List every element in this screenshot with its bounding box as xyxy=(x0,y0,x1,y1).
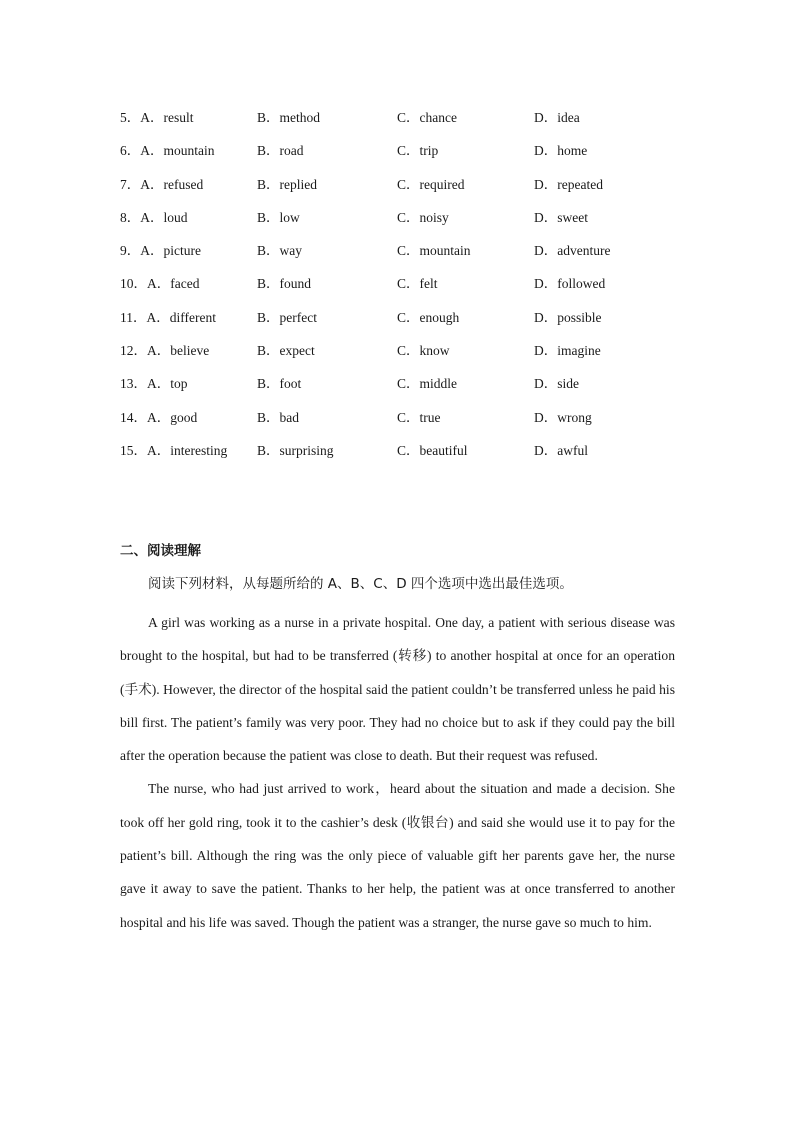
section-instruction: 阅读下列材料，从每题所给的 A、B、C、D 四个选项中选出最佳选项。 xyxy=(148,576,573,592)
option-a: 7．A．refused xyxy=(120,176,204,192)
option-c: C．mountain xyxy=(397,243,471,259)
option-b: B．expect xyxy=(257,343,315,359)
question-12-options xyxy=(120,340,680,373)
question-14-options xyxy=(120,407,680,440)
option-d: D．home xyxy=(534,143,588,159)
option-d: D．awful xyxy=(534,442,588,458)
option-a: 5．A．result xyxy=(120,110,194,125)
question-8-options xyxy=(120,207,680,240)
section-title: 二、阅读理解 xyxy=(120,543,201,559)
option-b: B．perfect xyxy=(257,309,317,325)
option-b: B．way xyxy=(257,243,302,259)
option-d: D．wrong xyxy=(534,409,592,425)
question-10-options xyxy=(120,273,680,306)
option-b: B．foot xyxy=(257,376,302,392)
option-d: D．side xyxy=(534,376,579,392)
option-a: 8．A．loud xyxy=(120,209,188,225)
option-c: C．enough xyxy=(397,309,460,325)
option-a: 9．A．picture xyxy=(120,243,201,259)
option-b: B．found xyxy=(257,276,311,292)
question-13-options xyxy=(120,373,680,406)
option-c: C．trip xyxy=(397,143,439,159)
option-c: C．middle xyxy=(397,376,457,392)
option-d: D．sweet xyxy=(534,209,588,225)
option-b: B．replied xyxy=(257,176,317,192)
option-b: B．surprising xyxy=(257,442,334,458)
option-d: D．followed xyxy=(534,276,606,292)
option-d: D．repeated xyxy=(534,176,603,192)
option-d: D．adventure xyxy=(534,243,611,259)
passage-paragraph-2: The nurse, who had just arrived to work，heard about the situation and made a decision. She took off her gold ring, took it to the cashier’s desk (收银台) and said she would use it to pay for the patient’s bill. Although the ring was the only piece of valuable gift her parents gave her, the nurse gave it away to save the patient. Thanks to her help, the patient was at once transferred to another hospital and his life was saved. Though the patient was a stranger, the nurse gave so much to him. xyxy=(120,781,675,930)
option-b: B．road xyxy=(257,143,304,159)
option-c: C．beautiful xyxy=(397,442,468,458)
option-c: C．chance xyxy=(397,110,457,125)
option-d: D．imagine xyxy=(534,343,601,359)
question-9-options xyxy=(120,240,680,273)
question-11-options xyxy=(120,307,680,340)
question-5-options xyxy=(120,107,680,140)
answer-options-list xyxy=(120,107,680,473)
option-c: C．know xyxy=(397,343,450,359)
option-c: C．noisy xyxy=(397,209,449,225)
option-d: D．idea xyxy=(534,110,580,125)
reading-passage xyxy=(120,606,675,939)
option-a: 11．A．different xyxy=(120,309,216,325)
option-a: 13．A．top xyxy=(120,376,188,392)
option-a: 6．A．mountain xyxy=(120,143,215,159)
passage-paragraph-1: A girl was working as a nurse in a private hospital. One day, a patient with serious disease was brought to the hospital, but had to be transferred (转移) to another hospital at once for an operation (手术). However, the director of the hospital said the patient couldn’t be transferred unless he paid his bill first. The patient’s family was very poor. They had no choice but to ask if they could pay the bill after the operation because the patient was close to death. But their request was refused. xyxy=(120,615,675,764)
question-15-options xyxy=(120,440,680,473)
option-a: 14．A．good xyxy=(120,409,198,425)
option-b: B．bad xyxy=(257,409,299,425)
option-d: D．possible xyxy=(534,309,602,325)
option-c: C．true xyxy=(397,409,441,425)
option-b: B．method xyxy=(257,110,320,125)
question-6-options xyxy=(120,140,680,173)
option-a: 12．A．believe xyxy=(120,343,210,359)
option-a: 10．A．faced xyxy=(120,276,200,292)
option-a: 15．A．interesting xyxy=(120,442,228,458)
option-b: B．low xyxy=(257,209,300,225)
question-7-options xyxy=(120,174,680,207)
option-c: C．required xyxy=(397,176,465,192)
option-c: C．felt xyxy=(397,276,438,292)
